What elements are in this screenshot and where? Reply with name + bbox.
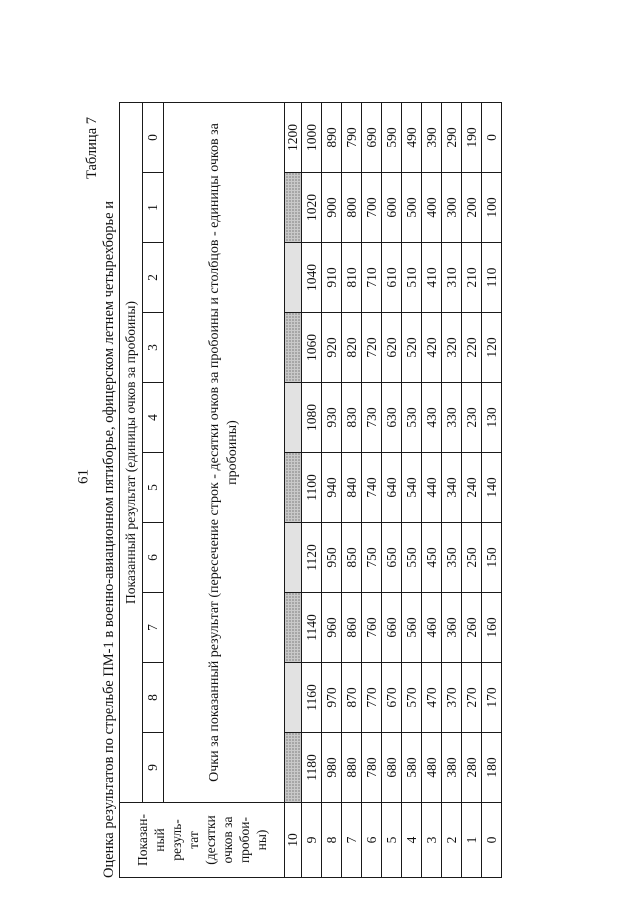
row-label: 2 bbox=[442, 803, 462, 878]
score-cell: 960 bbox=[322, 593, 342, 663]
score-cell: 550 bbox=[402, 523, 422, 593]
score-cell: 420 bbox=[422, 313, 442, 383]
score-cell: 870 bbox=[342, 663, 362, 733]
score-cell: 1160 bbox=[302, 663, 322, 733]
score-cell: 1000 bbox=[302, 103, 322, 173]
score-cell: 820 bbox=[342, 313, 362, 383]
table-row bbox=[342, 103, 362, 878]
score-cell: 940 bbox=[322, 453, 342, 523]
score-cell: 150 bbox=[482, 523, 502, 593]
score-cell: 810 bbox=[342, 243, 362, 313]
score-cell: 970 bbox=[322, 663, 342, 733]
score-cell: 140 bbox=[482, 453, 502, 523]
shaded-cell bbox=[285, 383, 302, 453]
score-cell: 370 bbox=[442, 663, 462, 733]
corner-header-line: Показан- bbox=[135, 814, 150, 866]
score-cell: 460 bbox=[422, 593, 442, 663]
score-cell: 350 bbox=[442, 523, 462, 593]
column-header-5: 5 bbox=[143, 453, 164, 523]
row-label: 8 bbox=[322, 803, 342, 878]
column-header-7: 7 bbox=[143, 593, 164, 663]
row-label: 6 bbox=[362, 803, 382, 878]
row-label: 9 bbox=[302, 803, 322, 878]
score-cell: 580 bbox=[402, 733, 422, 803]
corner-header-line: пробои- bbox=[237, 816, 252, 864]
shaded-cell bbox=[285, 663, 302, 733]
table-row bbox=[362, 103, 382, 878]
score-cell: 100 bbox=[482, 173, 502, 243]
column-header-8: 8 bbox=[143, 663, 164, 733]
score-cell: 1140 bbox=[302, 593, 322, 663]
row-label: 0 bbox=[482, 803, 502, 878]
corner-header-line: ны) bbox=[254, 829, 269, 851]
table-row bbox=[382, 103, 402, 878]
column-header-6: 6 bbox=[143, 523, 164, 593]
score-cell: 390 bbox=[422, 103, 442, 173]
score-cell: 910 bbox=[322, 243, 342, 313]
score-cell: 1080 bbox=[302, 383, 322, 453]
score-cell: 200 bbox=[462, 173, 482, 243]
rotated-table-block bbox=[84, 103, 604, 878]
score-cell: 1020 bbox=[302, 173, 322, 243]
score-cell: 320 bbox=[442, 313, 462, 383]
corner-header-line: ный bbox=[152, 828, 167, 852]
column-header-9: 9 bbox=[143, 733, 164, 803]
row-label: 3 bbox=[422, 803, 442, 878]
score-cell: 220 bbox=[462, 313, 482, 383]
score-cell: 950 bbox=[322, 523, 342, 593]
score-cell: 920 bbox=[322, 313, 342, 383]
page-number: 61 bbox=[75, 469, 92, 484]
score-cell: 730 bbox=[362, 383, 382, 453]
score-cell: 500 bbox=[402, 173, 422, 243]
score-cell: 110 bbox=[482, 243, 502, 313]
score-cell: 840 bbox=[342, 453, 362, 523]
score-cell: 770 bbox=[362, 663, 382, 733]
score-cell: 1120 bbox=[302, 523, 322, 593]
score-cell: 830 bbox=[342, 383, 362, 453]
score-cell: 790 bbox=[342, 103, 362, 173]
score-cell: 330 bbox=[442, 383, 462, 453]
shaded-cell bbox=[285, 243, 302, 313]
score-cell: 270 bbox=[462, 663, 482, 733]
column-header-4: 4 bbox=[143, 383, 164, 453]
score-cell: 300 bbox=[442, 173, 462, 243]
score-cell: 400 bbox=[422, 173, 442, 243]
table-row bbox=[322, 103, 342, 878]
score-cell: 310 bbox=[442, 243, 462, 313]
score-cell: 490 bbox=[402, 103, 422, 173]
table-row bbox=[402, 103, 422, 878]
row-label: 5 bbox=[382, 803, 402, 878]
score-cell: 650 bbox=[382, 523, 402, 593]
score-cell: 410 bbox=[422, 243, 442, 313]
score-cell: 680 bbox=[382, 733, 402, 803]
shaded-cell bbox=[285, 453, 302, 523]
score-cell: 570 bbox=[402, 663, 422, 733]
score-cell: 510 bbox=[402, 243, 422, 313]
shaded-cell bbox=[285, 313, 302, 383]
score-cell: 860 bbox=[342, 593, 362, 663]
table-row bbox=[442, 103, 462, 878]
table-row bbox=[462, 103, 482, 878]
corner-header bbox=[120, 803, 285, 878]
column-header-3: 3 bbox=[143, 313, 164, 383]
score-cell: 250 bbox=[462, 523, 482, 593]
score-cell: 520 bbox=[402, 313, 422, 383]
corner-header-line: резуль- bbox=[169, 819, 184, 861]
column-header-2: 2 bbox=[143, 243, 164, 313]
top-header: Показанный результат (единицы очков за пробоины) bbox=[120, 103, 143, 803]
score-cell: 780 bbox=[362, 733, 382, 803]
score-cell: 600 bbox=[382, 173, 402, 243]
score-cell: 620 bbox=[382, 313, 402, 383]
row-label: 4 bbox=[402, 803, 422, 878]
score-cell: 170 bbox=[482, 663, 502, 733]
table-row bbox=[482, 103, 502, 878]
score-cell: 480 bbox=[422, 733, 442, 803]
score-cell: 540 bbox=[402, 453, 422, 523]
score-cell: 160 bbox=[482, 593, 502, 663]
score-cell: 980 bbox=[322, 733, 342, 803]
score-cell: 290 bbox=[442, 103, 462, 173]
table-row bbox=[422, 103, 442, 878]
score-cell: 590 bbox=[382, 103, 402, 173]
score-cell: 130 bbox=[482, 383, 502, 453]
shaded-cell bbox=[285, 173, 302, 243]
score-cell: 660 bbox=[382, 593, 402, 663]
score-cell: 640 bbox=[382, 453, 402, 523]
score-cell: 380 bbox=[442, 733, 462, 803]
score-cell: 850 bbox=[342, 523, 362, 593]
score-cell: 360 bbox=[442, 593, 462, 663]
score-cell: 700 bbox=[362, 173, 382, 243]
score-cell: 120 bbox=[482, 313, 502, 383]
table-row bbox=[302, 103, 322, 878]
score-cell: 0 bbox=[482, 103, 502, 173]
column-header-1: 1 bbox=[143, 173, 164, 243]
score-cell: 240 bbox=[462, 453, 482, 523]
score-cell: 1100 bbox=[302, 453, 322, 523]
corner-header-line: (десятки bbox=[203, 815, 218, 865]
score-cell: 190 bbox=[462, 103, 482, 173]
score-cell: 610 bbox=[382, 243, 402, 313]
score-cell: 800 bbox=[342, 173, 362, 243]
score-cell: 890 bbox=[322, 103, 342, 173]
score-cell: 930 bbox=[322, 383, 342, 453]
score-cell: 1040 bbox=[302, 243, 322, 313]
score-cell: 710 bbox=[362, 243, 382, 313]
score-cell: 450 bbox=[422, 523, 442, 593]
score-cell: 1180 bbox=[302, 733, 322, 803]
description-cell: Очки за показанный результат (пересечение строк - десятки очков за пробоины и столбцов - единицы очков за пробоины) bbox=[164, 103, 285, 803]
corner-header-line: очков за bbox=[220, 816, 235, 864]
score-cell: 260 bbox=[462, 593, 482, 663]
score-cell: 210 bbox=[462, 243, 482, 313]
table-caption: Оценка результатов по стрельбе ПМ-1 в военно-авиационном пятиборье, офицерском летнем четырехборье и bbox=[101, 201, 117, 878]
row-label: 7 bbox=[342, 803, 362, 878]
column-header-0: 0 bbox=[143, 103, 164, 173]
score-cell: 530 bbox=[402, 383, 422, 453]
score-cell: 720 bbox=[362, 313, 382, 383]
shaded-cell bbox=[285, 523, 302, 593]
score-cell: 750 bbox=[362, 523, 382, 593]
score-cell: 630 bbox=[382, 383, 402, 453]
score-cell: 560 bbox=[402, 593, 422, 663]
score-cell: 760 bbox=[362, 593, 382, 663]
score-cell: 280 bbox=[462, 733, 482, 803]
score-cell: 430 bbox=[422, 383, 442, 453]
score-cell: 670 bbox=[382, 663, 402, 733]
score-cell: 180 bbox=[482, 733, 502, 803]
row-label: 1 bbox=[462, 803, 482, 878]
score-cell: 900 bbox=[322, 173, 342, 243]
score-cell: 470 bbox=[422, 663, 442, 733]
score-cell: 440 bbox=[422, 453, 442, 523]
score-cell: 230 bbox=[462, 383, 482, 453]
shaded-row-value: 1200 bbox=[285, 103, 302, 173]
table-label: Таблица 7 bbox=[84, 117, 100, 180]
score-cell: 880 bbox=[342, 733, 362, 803]
shaded-cell bbox=[285, 593, 302, 663]
shaded-cell bbox=[285, 733, 302, 803]
scoring-table bbox=[119, 102, 502, 878]
row-label-10: 10 bbox=[285, 803, 302, 878]
score-cell: 1060 bbox=[302, 313, 322, 383]
corner-header-line: тат bbox=[186, 831, 201, 849]
score-cell: 340 bbox=[442, 453, 462, 523]
score-cell: 690 bbox=[362, 103, 382, 173]
score-cell: 740 bbox=[362, 453, 382, 523]
